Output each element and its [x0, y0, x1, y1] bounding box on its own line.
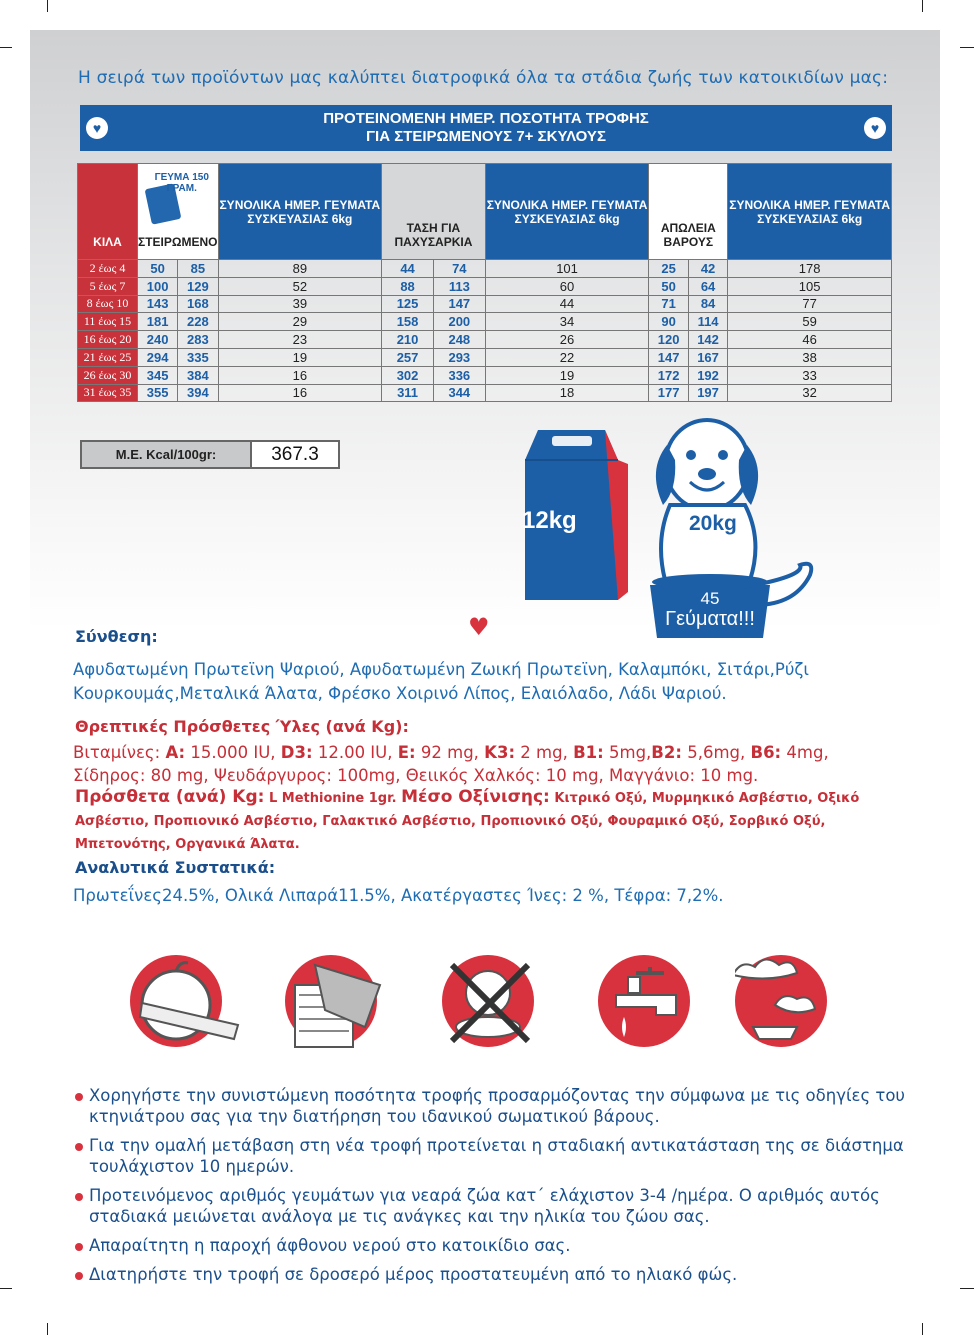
table-cell-o2: 248: [433, 331, 485, 349]
table-cell-ot: 34: [485, 313, 649, 331]
table-cell-s2: 394: [178, 384, 218, 402]
meals-count: 45: [700, 589, 720, 608]
table-cell-o1: 44: [382, 260, 434, 278]
table-row: [78, 384, 892, 402]
calendar-food-icon: [285, 955, 377, 1047]
table-row: [78, 366, 892, 384]
table-cell-w2: 142: [688, 331, 727, 349]
table-cell-kilo: 26 έως 30: [78, 366, 138, 384]
table-cell-s1: 143: [138, 295, 178, 313]
cool-storage-icon: [735, 955, 827, 1047]
sterilized-header: ΓΕΥΜΑ 150 ΓΡΑΜ. ΣΤΕΙΡΩΜΕΝΟ: [138, 164, 219, 260]
me-label: M.E. Kcal/100gr:: [82, 442, 252, 467]
table-cell-wt: 33: [728, 366, 892, 384]
table-cell-s2: 335: [178, 348, 218, 366]
vitamin-b2-label: B2:: [651, 743, 682, 762]
meal-size-label: ΓΕΥΜΑ 150 ΓΡΑΜ.: [154, 172, 209, 194]
metabolizable-energy-box: [80, 440, 340, 469]
table-cell-s2: 168: [178, 295, 218, 313]
table-cell-wt: 38: [728, 348, 892, 366]
table-cell-w1: 90: [649, 313, 688, 331]
table-cell-wt: 32: [728, 384, 892, 402]
table-cell-s2: 85: [178, 260, 218, 278]
table-row: [78, 313, 892, 331]
table-cell-o2: 336: [433, 366, 485, 384]
acidifier-label: Μέσο Οξίνισης:: [401, 787, 550, 807]
vitamins-line: [73, 741, 903, 765]
table-cell-st: 16: [218, 366, 382, 384]
dog-weight-label: 20kg: [689, 512, 737, 535]
table-cell-w1: 172: [649, 366, 688, 384]
vitamins-label: Βιταμίνες:: [73, 743, 161, 762]
title-line-2: ΓΙΑ ΣΤΕΙΡΩΜΕΝΟΥΣ 7+ ΣΚΥΛΟΥΣ: [366, 128, 606, 145]
vitamin-k3-value: 2 mg,: [520, 743, 568, 762]
table-row: [78, 348, 892, 366]
table-cell-w1: 25: [649, 260, 688, 278]
table-cell-o1: 88: [382, 277, 434, 295]
vitamin-a-value: 15.000 IU,: [190, 743, 276, 762]
table-cell-kilo: 5 έως 7: [78, 277, 138, 295]
table-cell-st: 39: [218, 295, 382, 313]
table-cell-ot: 60: [485, 277, 649, 295]
table-cell-w2: 114: [688, 313, 727, 331]
table-cell-kilo: 31 έως 35: [78, 384, 138, 402]
table-cell-kilo: 21 έως 25: [78, 348, 138, 366]
table-cell-w1: 120: [649, 331, 688, 349]
table-cell-w1: 50: [649, 277, 688, 295]
table-cell-st: 23: [218, 331, 382, 349]
table-cell-s1: 100: [138, 277, 178, 295]
table-cell-o1: 302: [382, 366, 434, 384]
table-cell-w1: 177: [649, 384, 688, 402]
table-cell-s2: 283: [178, 331, 218, 349]
vitamin-b1-value: 5mg,: [609, 743, 652, 762]
feeding-table: [77, 163, 892, 402]
table-cell-o2: 147: [433, 295, 485, 313]
title-line-1: ΠΡΟΤΕΙΝΟΜΕΝΗ ΗΜΕΡ. ΠΟΣΟΤΗΤΑ ΤΡΟΦΗΣ: [323, 110, 649, 127]
table-cell-st: 29: [218, 313, 382, 331]
water-tap-icon: [598, 955, 690, 1047]
composition-text: Αφυδατωμένη Πρωτεϊνη Ψαριού, Αφυδατωμένη Ζωική Πρωτεϊνη, Καλαμπόκι, Σιτάρι,Ρύζι Κουρκουμάς,Μεταλικά Άλατα, Φρέσκο Χοιρινό Λίπος, Ελαιόλαδο, Λάδι Ψαριού.: [73, 660, 809, 703]
intro-text: Η σειρά των προϊόντων μας καλύπτει διατροφικά όλα τα στάδια ζωής των κατοικιδίων μας:: [78, 68, 889, 88]
feeding-title-bar: [80, 105, 892, 151]
instruction-item: Διατηρήστε την τροφή σε δροσερό μέρος προστατευμένη από το ηλιακό φώς.: [75, 1264, 905, 1285]
vitamin-b6-value: 4mg,: [786, 743, 829, 762]
table-cell-st: 89: [218, 260, 382, 278]
table-cell-kilo: 11 έως 15: [78, 313, 138, 331]
table-cell-w2: 42: [688, 260, 727, 278]
table-row: [78, 331, 892, 349]
instructions-list: [75, 1085, 905, 1293]
instruction-item: Προτεινόμενος αριθμός γευμάτων για νεαρά ζώα κατ΄ ελάχιστον 3-4 /ημέρα. Ο αριθμός αυτός σταδιακά μειώνεται ανάλογα με τις ανάγκες και την ηλικία του ζώου σας.: [75, 1185, 905, 1227]
heart-paw-icon: ♥: [86, 117, 108, 139]
table-cell-w1: 71: [649, 295, 688, 313]
vitamin-b2-value: 5,6mg,: [687, 743, 746, 762]
table-cell-o1: 125: [382, 295, 434, 313]
analytical-heading: Αναλυτικά Συστατικά:: [75, 858, 276, 877]
table-cell-w2: 167: [688, 348, 727, 366]
table-cell-w1: 147: [649, 348, 688, 366]
crop-mark: [47, 0, 48, 12]
crop-mark: [960, 47, 974, 48]
table-cell-ot: 22: [485, 348, 649, 366]
vitamin-e-label: E:: [397, 743, 416, 762]
apple-measuring-tape-icon: [130, 955, 222, 1047]
vitamin-a-label: A:: [165, 743, 186, 762]
table-cell-ot: 18: [485, 384, 649, 402]
crop-mark: [47, 1323, 48, 1335]
table-cell-s2: 129: [178, 277, 218, 295]
table-cell-wt: 59: [728, 313, 892, 331]
table-header-row: [78, 164, 892, 260]
table-cell-w2: 197: [688, 384, 727, 402]
additives-label: Πρόσθετα (ανά) Kg:: [75, 787, 265, 807]
meals-count-label: [640, 590, 780, 630]
vitamin-b1-label: B1:: [573, 743, 604, 762]
table-cell-s2: 228: [178, 313, 218, 331]
table-cell-s1: 240: [138, 331, 178, 349]
table-cell-s1: 345: [138, 366, 178, 384]
table-cell-o2: 113: [433, 277, 485, 295]
table-cell-o1: 158: [382, 313, 434, 331]
table-cell-kilo: 16 έως 20: [78, 331, 138, 349]
table-cell-st: 16: [218, 384, 382, 402]
food-bag-image: [510, 420, 635, 610]
table-cell-w2: 84: [688, 295, 727, 313]
table-cell-s2: 384: [178, 366, 218, 384]
table-cell-w2: 64: [688, 277, 727, 295]
crop-mark: [922, 1323, 923, 1335]
table-cell-o1: 311: [382, 384, 434, 402]
table-cell-wt: 77: [728, 295, 892, 313]
vitamin-e-value: 92 mg,: [420, 743, 479, 762]
composition-heading: Σύνθεση:: [75, 627, 158, 646]
crop-mark: [960, 1288, 974, 1289]
table-cell-s1: 294: [138, 348, 178, 366]
table-cell-kilo: 2 έως 4: [78, 260, 138, 278]
obesity-header: ΤΑΣΗ ΓΙΑ ΠΑΧΥΣΑΡΚΙΑ: [382, 164, 486, 260]
table-cell-ot: 101: [485, 260, 649, 278]
table-cell-o2: 293: [433, 348, 485, 366]
table-cell-ot: 26: [485, 331, 649, 349]
table-cell-st: 19: [218, 348, 382, 366]
me-value: 367.3: [252, 442, 338, 467]
meals-word: Γεύματα!!!: [665, 608, 755, 630]
heart-paw-icon: ♥: [864, 117, 886, 139]
table-cell-s1: 355: [138, 384, 178, 402]
vitamin-b6-label: B6:: [750, 743, 782, 762]
table-cell-o1: 210: [382, 331, 434, 349]
table-row: [78, 260, 892, 278]
vitamin-d3-value: 12.00 IU,: [317, 743, 393, 762]
heart-icon: ♥: [468, 613, 490, 641]
additives-block: [75, 786, 905, 856]
table-cell-ot: 19: [485, 366, 649, 384]
nutrients-heading: Θρεπτικές Πρόσθετες Ύλες (ανά Kg):: [75, 717, 409, 736]
table-cell-s1: 50: [138, 260, 178, 278]
table-cell-o2: 200: [433, 313, 485, 331]
kila-header: ΚΙΛΑ: [78, 164, 138, 260]
table-cell-o2: 344: [433, 384, 485, 402]
crop-mark: [0, 1288, 12, 1289]
instruction-item: Απαραίτητη η παροχή άφθονου νερού στο κατοικίδιο σας.: [75, 1235, 905, 1256]
acidifier-text: Κιτρικό Οξύ, Μυρμηκικό Ασβέστιο, Οξικό Ασβέστιο, Προπιονικό Ασβέστιο, Γαλακτικό Ασβέστιο, Προπιονικό Οξύ, Φουραμικό Οξύ, Σορβικό Οξύ, Μπετονότης, Οργανικά Άλατα.: [75, 791, 860, 852]
methionine-text: L Methionine 1gr.: [268, 791, 397, 806]
table-row: [78, 277, 892, 295]
minerals-line: Σίδηρος: 80 mg, Ψευδάργυρος: 100mg, Θειικός Χαλκός: 10 mg, Μαγγάνιο: 10 mg.: [73, 766, 759, 785]
total-meals-header: ΣΥΝΟΛΙΚΑ ΗΜΕΡ. ΓΕΥΜΑΤΑ ΣΥΣΚΕΥΑΣΙΑΣ 6kg: [728, 164, 892, 260]
vitamin-d3-label: D3:: [280, 743, 313, 762]
table-cell-ot: 44: [485, 295, 649, 313]
table-cell-o2: 74: [433, 260, 485, 278]
instruction-item: Χορηγήστε την συνιστώμενη ποσότητα τροφής προσαρμόζοντας την σύμφωνα με τις οδηγίες του κτηνιάτρου σας για την διατήρηση του ιδανικού σωματικού βάρους.: [75, 1085, 905, 1127]
total-meals-header: ΣΥΝΟΛΙΚΑ ΗΜΕΡ. ΓΕΥΜΑΤΑ ΣΥΣΚΕΥΑΣΙΑΣ 6kg: [485, 164, 649, 260]
crop-mark: [0, 47, 12, 48]
table-cell-st: 52: [218, 277, 382, 295]
table-cell-wt: 178: [728, 260, 892, 278]
table-cell-s1: 181: [138, 313, 178, 331]
no-human-food-icon: [442, 955, 534, 1047]
crop-mark: [922, 0, 923, 12]
table-cell-wt: 105: [728, 277, 892, 295]
analytical-text: Πρωτεΐνες24.5%, Ολικά Λιπαρά11.5%, Ακατέργαστες Ίνες: 2 %, Τέφρα: 7,2%.: [73, 886, 724, 905]
table-cell-wt: 46: [728, 331, 892, 349]
table-row: [78, 295, 892, 313]
table-cell-o1: 257: [382, 348, 434, 366]
table-cell-w2: 192: [688, 366, 727, 384]
instruction-item: Για την ομαλή μετάβαση στη νέα τροφή προτείνεται η σταδιακή αντικατάσταση της σε διάστημα τουλάχιστον 10 ημερών.: [75, 1135, 905, 1177]
bag-weight-label: 12kg: [522, 507, 577, 534]
weight-loss-header: ΑΠΩΛΕΙΑ ΒΑΡΟΥΣ: [649, 164, 728, 260]
table-cell-kilo: 8 έως 10: [78, 295, 138, 313]
vitamin-k3-label: K3:: [484, 743, 516, 762]
total-meals-header: ΣΥΝΟΛΙΚΑ ΗΜΕΡ. ΓΕΥΜΑΤΑ ΣΥΣΚΕΥΑΣΙΑΣ 6kg: [218, 164, 382, 260]
